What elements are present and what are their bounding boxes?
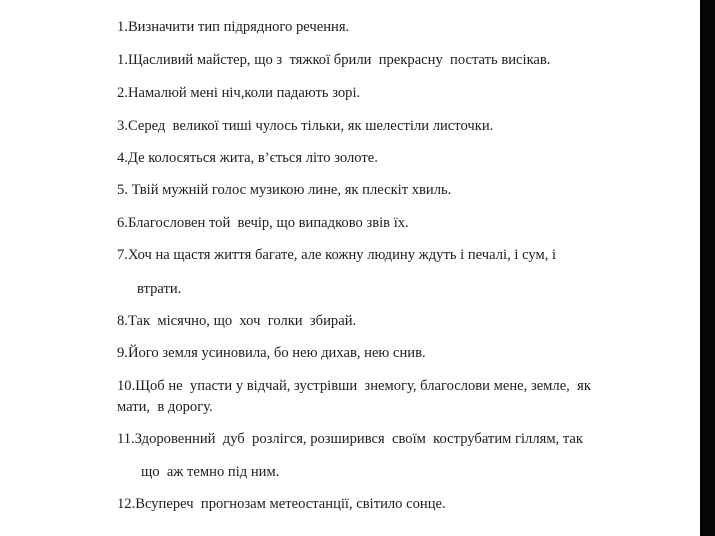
sentence-2: 2.Намалюй мені ніч,коли падають зорі. — [117, 85, 361, 101]
sentence-10-continuation: мати, в дорогу. — [117, 399, 213, 415]
sentence-9: 9.Його земля усиновила, бо нею дихав, нею снив. — [117, 345, 426, 361]
sentence-12: 12.Всупереч прогнозам метеостанції, світило сонце. — [117, 496, 446, 512]
sentence-6: 6.Благословен той вечір, що випадково звів їх. — [117, 215, 409, 231]
sentence-7-continuation: втрати. — [137, 281, 182, 297]
task-title: 1.Визначити тип підрядного речення. — [117, 19, 350, 35]
sentence-4: 4.Де колосяться жита, в’ється літо золоте. — [117, 150, 378, 166]
sentence-11-continuation: що аж темно під ним. — [141, 464, 280, 480]
sentence-11: 11.Здоровенний дуб розлігся, розширився своїм кострубатим гіллям, так — [117, 431, 583, 447]
sentence-5: 5. Твій мужній голос музикою лине, як плескіт хвиль. — [117, 182, 452, 198]
sentence-3: 3.Серед великої тиші чулось тільки, як шелестіли листочки. — [117, 118, 494, 134]
sentence-1: 1.Щасливий майстер, що з тяжкої брили прекрасну постать висікав. — [117, 52, 551, 68]
dark-border — [700, 0, 715, 536]
sentence-8: 8.Так місячно, що хоч голки збирай. — [117, 313, 357, 329]
sentence-10: 10.Щоб не упасти у відчай, зустрівши знемогу, благослови мене, земле, як — [117, 378, 591, 394]
sentence-7: 7.Хоч на щастя життя багате, але кожну людину ждуть і печалі, і сум, і — [117, 247, 557, 263]
